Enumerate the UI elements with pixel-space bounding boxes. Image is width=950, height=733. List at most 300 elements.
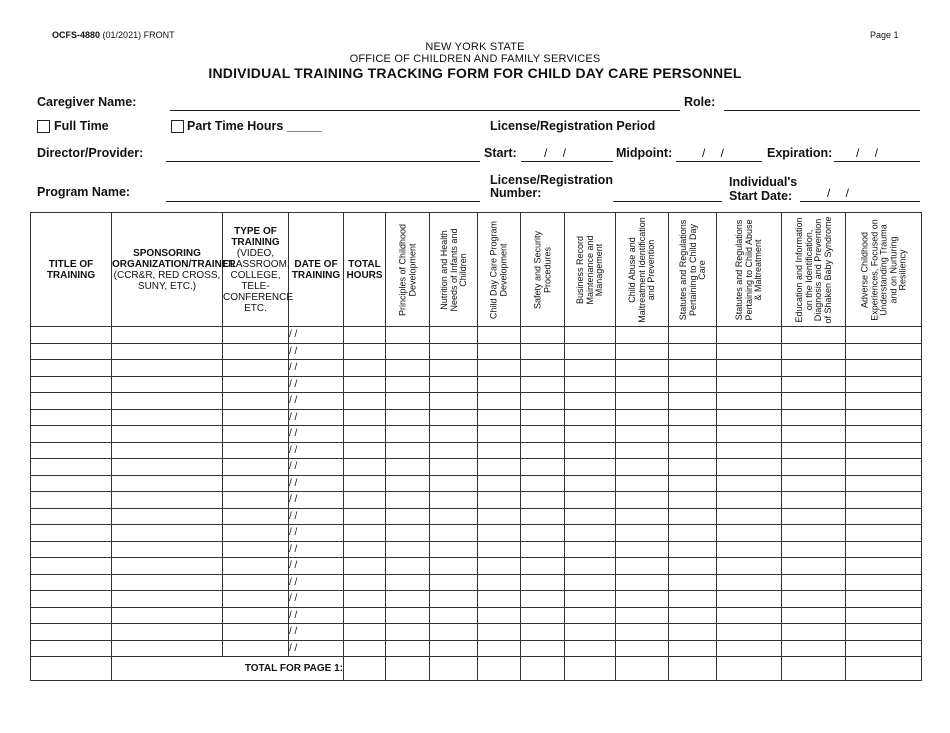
table-cell[interactable]	[112, 459, 223, 476]
table-cell[interactable]	[430, 591, 478, 608]
table-cell[interactable]	[565, 508, 616, 525]
table-cell[interactable]	[386, 624, 430, 641]
table-cell[interactable]	[430, 508, 478, 525]
table-cell[interactable]	[344, 426, 386, 443]
table-cell[interactable]	[846, 376, 922, 393]
table-cell[interactable]	[669, 624, 717, 641]
table-cell[interactable]	[223, 376, 289, 393]
table-cell[interactable]	[669, 459, 717, 476]
table-cell[interactable]	[669, 574, 717, 591]
table-cell[interactable]	[386, 343, 430, 360]
table-cell[interactable]	[521, 558, 565, 575]
table-cell[interactable]	[430, 475, 478, 492]
table-cell[interactable]	[717, 492, 782, 509]
table-cell[interactable]	[669, 558, 717, 575]
table-cell[interactable]	[521, 492, 565, 509]
table-cell[interactable]	[616, 343, 669, 360]
table-cell[interactable]	[616, 640, 669, 657]
table-cell[interactable]	[565, 360, 616, 377]
table-cell[interactable]	[521, 393, 565, 410]
table-cell[interactable]	[344, 492, 386, 509]
total-cell[interactable]	[669, 657, 717, 681]
table-cell[interactable]	[717, 376, 782, 393]
table-cell[interactable]	[521, 409, 565, 426]
table-cell[interactable]	[846, 327, 922, 344]
table-cell[interactable]	[782, 459, 846, 476]
table-cell[interactable]	[846, 360, 922, 377]
table-cell[interactable]	[430, 459, 478, 476]
table-cell[interactable]	[616, 360, 669, 377]
table-cell[interactable]	[223, 574, 289, 591]
table-cell[interactable]	[386, 541, 430, 558]
table-cell[interactable]	[112, 640, 223, 657]
table-cell[interactable]	[616, 607, 669, 624]
table-cell[interactable]	[616, 624, 669, 641]
table-cell[interactable]	[344, 459, 386, 476]
table-cell[interactable]	[223, 426, 289, 443]
table-cell[interactable]	[782, 525, 846, 542]
table-cell[interactable]	[223, 591, 289, 608]
date-cell[interactable]: / /	[289, 475, 344, 492]
table-cell[interactable]	[565, 607, 616, 624]
table-cell[interactable]	[717, 640, 782, 657]
table-cell[interactable]	[521, 640, 565, 657]
table-cell[interactable]	[386, 607, 430, 624]
license-number-field[interactable]	[613, 201, 722, 202]
table-cell[interactable]	[31, 607, 112, 624]
table-cell[interactable]	[31, 327, 112, 344]
table-cell[interactable]	[846, 591, 922, 608]
table-cell[interactable]	[669, 442, 717, 459]
table-cell[interactable]	[386, 393, 430, 410]
caregiver-name-field[interactable]	[170, 110, 680, 111]
table-cell[interactable]	[344, 343, 386, 360]
table-cell[interactable]	[223, 508, 289, 525]
table-cell[interactable]	[616, 492, 669, 509]
table-cell[interactable]	[344, 525, 386, 542]
table-cell[interactable]	[782, 624, 846, 641]
table-cell[interactable]	[478, 508, 521, 525]
table-cell[interactable]	[717, 591, 782, 608]
table-cell[interactable]	[112, 393, 223, 410]
table-cell[interactable]	[223, 409, 289, 426]
date-cell[interactable]: / /	[289, 525, 344, 542]
table-cell[interactable]	[717, 574, 782, 591]
table-cell[interactable]	[478, 492, 521, 509]
table-cell[interactable]	[478, 541, 521, 558]
table-cell[interactable]	[31, 525, 112, 542]
table-cell[interactable]	[478, 459, 521, 476]
table-cell[interactable]	[846, 442, 922, 459]
table-cell[interactable]	[521, 607, 565, 624]
table-cell[interactable]	[782, 558, 846, 575]
table-cell[interactable]	[782, 541, 846, 558]
date-cell[interactable]: / /	[289, 624, 344, 641]
table-cell[interactable]	[717, 624, 782, 641]
table-cell[interactable]	[616, 475, 669, 492]
table-cell[interactable]	[223, 343, 289, 360]
table-cell[interactable]	[478, 376, 521, 393]
table-cell[interactable]	[565, 525, 616, 542]
table-cell[interactable]	[478, 393, 521, 410]
table-cell[interactable]	[112, 525, 223, 542]
table-cell[interactable]	[521, 508, 565, 525]
table-cell[interactable]	[430, 607, 478, 624]
table-cell[interactable]	[223, 525, 289, 542]
table-cell[interactable]	[521, 475, 565, 492]
table-cell[interactable]	[223, 640, 289, 657]
table-cell[interactable]	[430, 327, 478, 344]
table-cell[interactable]	[669, 376, 717, 393]
table-cell[interactable]	[386, 525, 430, 542]
table-cell[interactable]	[31, 508, 112, 525]
table-cell[interactable]	[430, 360, 478, 377]
table-cell[interactable]	[565, 343, 616, 360]
table-cell[interactable]	[31, 475, 112, 492]
table-cell[interactable]	[565, 327, 616, 344]
table-cell[interactable]	[344, 607, 386, 624]
table-cell[interactable]	[430, 393, 478, 410]
date-cell[interactable]: / /	[289, 541, 344, 558]
table-cell[interactable]	[565, 409, 616, 426]
table-cell[interactable]	[112, 558, 223, 575]
table-cell[interactable]	[521, 541, 565, 558]
director-provider-field[interactable]	[166, 161, 480, 162]
table-cell[interactable]	[717, 508, 782, 525]
table-cell[interactable]	[478, 409, 521, 426]
table-cell[interactable]	[344, 591, 386, 608]
table-cell[interactable]	[223, 459, 289, 476]
table-cell[interactable]	[717, 327, 782, 344]
table-cell[interactable]	[31, 409, 112, 426]
table-cell[interactable]	[386, 508, 430, 525]
table-cell[interactable]	[478, 475, 521, 492]
table-cell[interactable]	[430, 426, 478, 443]
table-cell[interactable]	[112, 607, 223, 624]
table-cell[interactable]	[846, 607, 922, 624]
table-cell[interactable]	[112, 508, 223, 525]
table-cell[interactable]	[521, 426, 565, 443]
table-cell[interactable]	[782, 393, 846, 410]
full-time-checkbox[interactable]	[37, 120, 50, 133]
table-cell[interactable]	[717, 393, 782, 410]
table-cell[interactable]	[31, 459, 112, 476]
table-cell[interactable]	[31, 376, 112, 393]
table-cell[interactable]	[616, 558, 669, 575]
table-cell[interactable]	[565, 541, 616, 558]
table-cell[interactable]	[223, 393, 289, 410]
table-cell[interactable]	[565, 459, 616, 476]
table-cell[interactable]	[430, 558, 478, 575]
total-cell[interactable]	[782, 657, 846, 681]
individual-start-date-field[interactable]	[800, 201, 920, 202]
table-cell[interactable]	[782, 360, 846, 377]
table-cell[interactable]	[430, 624, 478, 641]
part-time-hours-blank[interactable]: _____	[286, 119, 322, 133]
table-cell[interactable]	[344, 327, 386, 344]
table-cell[interactable]	[223, 624, 289, 641]
table-cell[interactable]	[782, 607, 846, 624]
table-cell[interactable]	[112, 376, 223, 393]
table-cell[interactable]	[478, 624, 521, 641]
table-cell[interactable]	[669, 591, 717, 608]
table-cell[interactable]	[344, 624, 386, 641]
total-cell[interactable]	[386, 657, 430, 681]
table-cell[interactable]	[782, 492, 846, 509]
table-cell[interactable]	[430, 525, 478, 542]
table-cell[interactable]	[669, 393, 717, 410]
table-cell[interactable]	[782, 640, 846, 657]
table-cell[interactable]	[478, 525, 521, 542]
table-cell[interactable]	[521, 459, 565, 476]
table-cell[interactable]	[616, 327, 669, 344]
table-cell[interactable]	[565, 640, 616, 657]
table-cell[interactable]	[846, 558, 922, 575]
date-cell[interactable]: / /	[289, 376, 344, 393]
table-cell[interactable]	[478, 574, 521, 591]
table-cell[interactable]	[565, 426, 616, 443]
start-date-field[interactable]	[521, 161, 613, 162]
table-cell[interactable]	[717, 360, 782, 377]
table-cell[interactable]	[616, 508, 669, 525]
table-cell[interactable]	[223, 475, 289, 492]
table-cell[interactable]	[31, 393, 112, 410]
table-cell[interactable]	[112, 541, 223, 558]
table-cell[interactable]	[565, 442, 616, 459]
table-cell[interactable]	[669, 607, 717, 624]
table-cell[interactable]	[112, 343, 223, 360]
date-cell[interactable]: / /	[289, 343, 344, 360]
table-cell[interactable]	[782, 343, 846, 360]
date-cell[interactable]: / /	[289, 607, 344, 624]
date-cell[interactable]: / /	[289, 426, 344, 443]
table-cell[interactable]	[344, 640, 386, 657]
table-cell[interactable]	[565, 492, 616, 509]
table-cell[interactable]	[386, 475, 430, 492]
table-cell[interactable]	[669, 508, 717, 525]
table-cell[interactable]	[669, 327, 717, 344]
date-cell[interactable]: / /	[289, 327, 344, 344]
table-cell[interactable]	[223, 541, 289, 558]
table-cell[interactable]	[344, 508, 386, 525]
date-cell[interactable]: / /	[289, 393, 344, 410]
table-cell[interactable]	[386, 426, 430, 443]
table-cell[interactable]	[430, 640, 478, 657]
table-cell[interactable]	[565, 624, 616, 641]
table-cell[interactable]	[31, 442, 112, 459]
table-cell[interactable]	[616, 525, 669, 542]
table-cell[interactable]	[344, 558, 386, 575]
table-cell[interactable]	[521, 376, 565, 393]
table-cell[interactable]	[344, 574, 386, 591]
table-cell[interactable]	[616, 376, 669, 393]
table-cell[interactable]	[616, 574, 669, 591]
table-cell[interactable]	[344, 442, 386, 459]
table-cell[interactable]	[616, 393, 669, 410]
table-cell[interactable]	[846, 574, 922, 591]
table-cell[interactable]	[782, 442, 846, 459]
date-cell[interactable]: / /	[289, 574, 344, 591]
table-cell[interactable]	[344, 360, 386, 377]
table-cell[interactable]	[478, 343, 521, 360]
table-cell[interactable]	[430, 376, 478, 393]
table-cell[interactable]	[846, 640, 922, 657]
table-cell[interactable]	[717, 558, 782, 575]
table-cell[interactable]	[846, 409, 922, 426]
table-cell[interactable]	[565, 376, 616, 393]
table-cell[interactable]	[717, 426, 782, 443]
table-cell[interactable]	[344, 475, 386, 492]
total-cell[interactable]	[717, 657, 782, 681]
table-cell[interactable]	[223, 360, 289, 377]
table-cell[interactable]	[521, 574, 565, 591]
table-cell[interactable]	[782, 475, 846, 492]
table-cell[interactable]	[31, 624, 112, 641]
total-cell[interactable]	[478, 657, 521, 681]
table-cell[interactable]	[386, 558, 430, 575]
table-cell[interactable]	[386, 376, 430, 393]
table-cell[interactable]	[386, 409, 430, 426]
table-cell[interactable]	[565, 591, 616, 608]
table-cell[interactable]	[386, 360, 430, 377]
table-cell[interactable]	[478, 442, 521, 459]
table-cell[interactable]	[616, 409, 669, 426]
table-cell[interactable]	[386, 327, 430, 344]
table-cell[interactable]	[112, 442, 223, 459]
table-cell[interactable]	[112, 591, 223, 608]
table-cell[interactable]	[386, 442, 430, 459]
table-cell[interactable]	[782, 574, 846, 591]
table-cell[interactable]	[430, 541, 478, 558]
table-cell[interactable]	[616, 591, 669, 608]
table-cell[interactable]	[31, 360, 112, 377]
table-cell[interactable]	[478, 426, 521, 443]
total-cell[interactable]	[430, 657, 478, 681]
table-cell[interactable]	[386, 591, 430, 608]
date-cell[interactable]: / /	[289, 558, 344, 575]
table-cell[interactable]	[112, 360, 223, 377]
table-cell[interactable]	[669, 475, 717, 492]
table-cell[interactable]	[223, 327, 289, 344]
table-cell[interactable]	[478, 591, 521, 608]
table-cell[interactable]	[430, 574, 478, 591]
table-cell[interactable]	[616, 426, 669, 443]
total-cell[interactable]	[846, 657, 922, 681]
expiration-date-field[interactable]	[834, 161, 920, 162]
table-cell[interactable]	[521, 624, 565, 641]
table-cell[interactable]	[478, 558, 521, 575]
table-cell[interactable]	[782, 327, 846, 344]
table-cell[interactable]	[112, 426, 223, 443]
table-cell[interactable]	[782, 508, 846, 525]
table-cell[interactable]	[31, 640, 112, 657]
date-cell[interactable]: / /	[289, 409, 344, 426]
table-cell[interactable]	[717, 541, 782, 558]
date-cell[interactable]: / /	[289, 442, 344, 459]
table-cell[interactable]	[846, 426, 922, 443]
table-cell[interactable]	[386, 574, 430, 591]
table-cell[interactable]	[846, 459, 922, 476]
table-cell[interactable]	[846, 492, 922, 509]
table-cell[interactable]	[31, 541, 112, 558]
table-cell[interactable]	[717, 442, 782, 459]
total-cell[interactable]	[344, 657, 386, 681]
table-cell[interactable]	[846, 475, 922, 492]
table-cell[interactable]	[616, 442, 669, 459]
table-cell[interactable]	[430, 343, 478, 360]
table-cell[interactable]	[112, 624, 223, 641]
table-cell[interactable]	[565, 558, 616, 575]
table-cell[interactable]	[344, 393, 386, 410]
table-cell[interactable]	[782, 426, 846, 443]
table-cell[interactable]	[717, 607, 782, 624]
date-cell[interactable]: / /	[289, 508, 344, 525]
date-cell[interactable]: / /	[289, 459, 344, 476]
table-cell[interactable]	[344, 541, 386, 558]
table-cell[interactable]	[386, 640, 430, 657]
table-cell[interactable]	[717, 475, 782, 492]
table-cell[interactable]	[344, 376, 386, 393]
table-cell[interactable]	[386, 459, 430, 476]
table-cell[interactable]	[717, 525, 782, 542]
table-cell[interactable]	[669, 409, 717, 426]
table-cell[interactable]	[717, 409, 782, 426]
table-cell[interactable]	[478, 327, 521, 344]
table-cell[interactable]	[669, 492, 717, 509]
table-cell[interactable]	[31, 343, 112, 360]
total-cell[interactable]	[616, 657, 669, 681]
table-cell[interactable]	[344, 409, 386, 426]
table-cell[interactable]	[846, 624, 922, 641]
table-cell[interactable]	[565, 475, 616, 492]
table-cell[interactable]	[112, 475, 223, 492]
date-cell[interactable]: / /	[289, 640, 344, 657]
table-cell[interactable]	[616, 459, 669, 476]
table-cell[interactable]	[782, 376, 846, 393]
table-cell[interactable]	[669, 640, 717, 657]
midpoint-date-field[interactable]	[676, 161, 762, 162]
table-cell[interactable]	[112, 327, 223, 344]
table-cell[interactable]	[478, 360, 521, 377]
table-cell[interactable]	[430, 442, 478, 459]
table-cell[interactable]	[846, 508, 922, 525]
table-cell[interactable]	[565, 574, 616, 591]
table-cell[interactable]	[669, 360, 717, 377]
table-cell[interactable]	[846, 343, 922, 360]
table-cell[interactable]	[565, 393, 616, 410]
table-cell[interactable]	[223, 492, 289, 509]
date-cell[interactable]: / /	[289, 360, 344, 377]
table-cell[interactable]	[31, 558, 112, 575]
date-cell[interactable]: / /	[289, 492, 344, 509]
table-cell[interactable]	[478, 640, 521, 657]
table-cell[interactable]	[846, 525, 922, 542]
table-cell[interactable]	[521, 442, 565, 459]
table-cell[interactable]	[31, 574, 112, 591]
table-cell[interactable]	[782, 409, 846, 426]
table-cell[interactable]	[386, 492, 430, 509]
table-cell[interactable]	[31, 492, 112, 509]
table-cell[interactable]	[223, 607, 289, 624]
table-cell[interactable]	[31, 591, 112, 608]
table-cell[interactable]	[112, 574, 223, 591]
table-cell[interactable]	[112, 492, 223, 509]
table-cell[interactable]	[521, 327, 565, 344]
table-cell[interactable]	[846, 541, 922, 558]
table-cell[interactable]	[430, 409, 478, 426]
table-cell[interactable]	[112, 409, 223, 426]
table-cell[interactable]	[521, 360, 565, 377]
